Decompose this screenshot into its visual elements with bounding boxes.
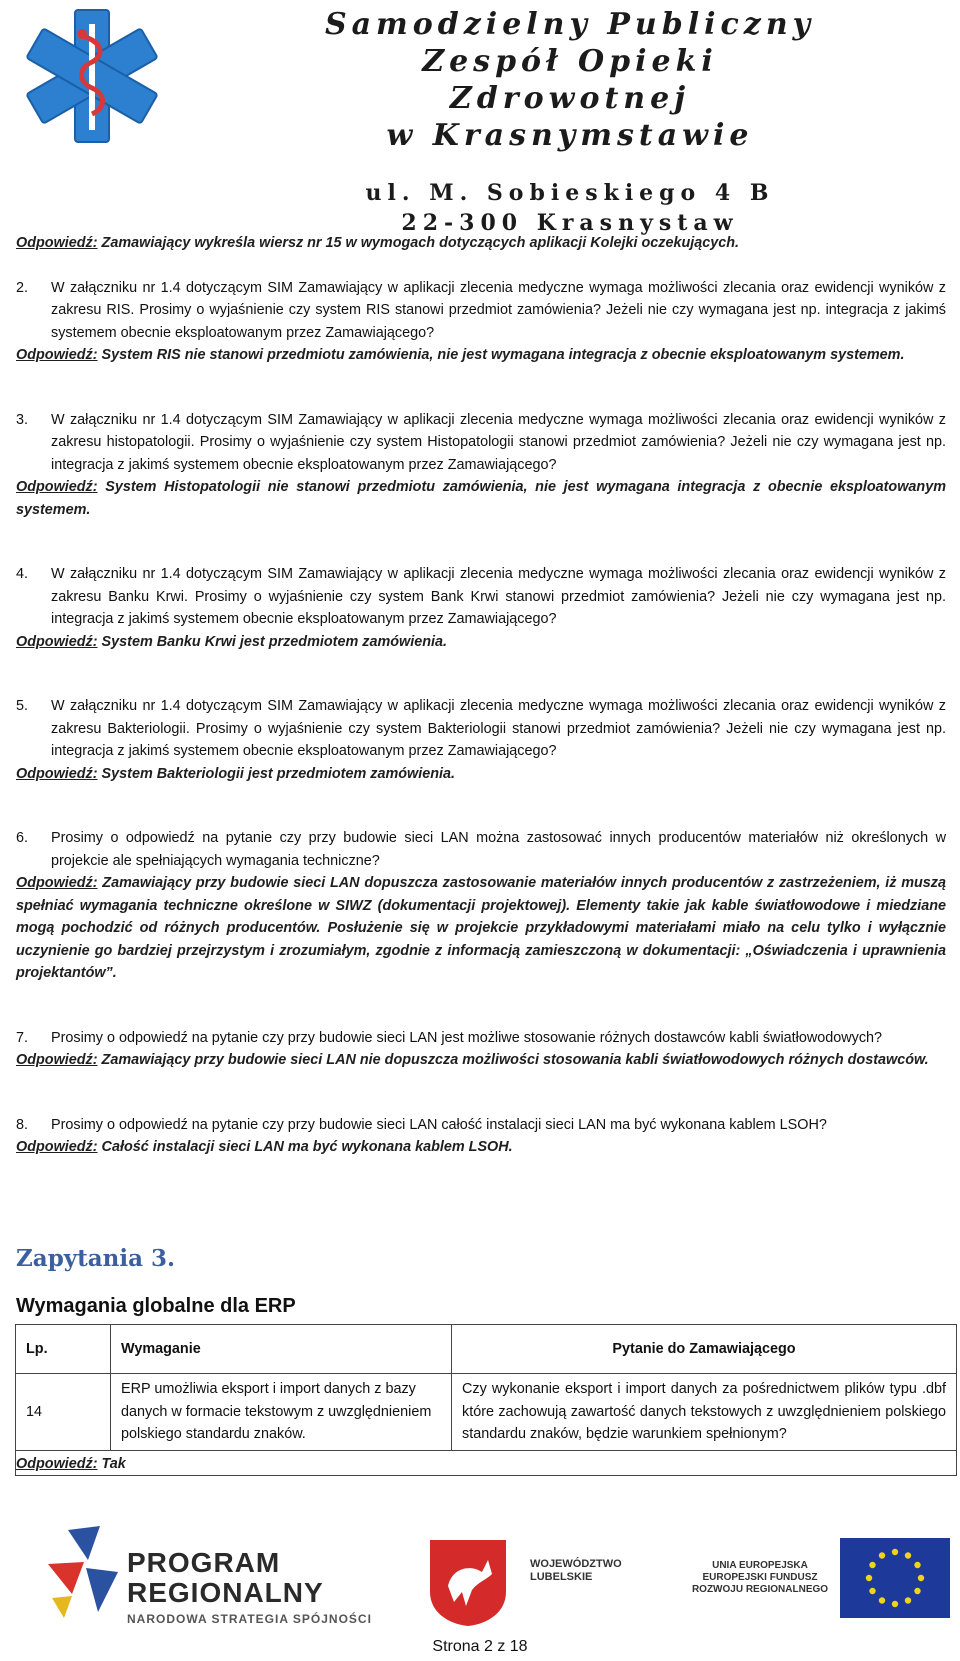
item-question: Prosimy o odpowiedź na pytanie czy przy budowie sieci LAN można zastosować innych producentów materiałów niż określonych w projekcie ale spełniających wymagania techniczne? [51, 830, 946, 869]
requirements-table [15, 1324, 957, 1476]
lubelskie-coat-of-arms [426, 1536, 510, 1628]
list-item [16, 277, 946, 367]
eu-star-icon [914, 1588, 920, 1594]
table-header-row [16, 1325, 957, 1374]
list-item [16, 1027, 946, 1072]
program-line-1: PROGRAM [127, 1547, 281, 1578]
answer-text: Zamawiający wykreśla wiersz nr 15 w wymogach dotyczących aplikacji Kolejki oczekujących. [101, 235, 740, 251]
header-requirement: Wymaganie [111, 1325, 452, 1374]
row-requirement: ERP umożliwia eksport i import danych z bazy danych w formacie tekstowym z uwzględnieniem polskiego standardu znaków. [111, 1374, 452, 1451]
item-answer [16, 1049, 946, 1072]
eu-star-icon [869, 1588, 875, 1594]
answer-label: Odpowiedź: [16, 235, 98, 251]
eu-star-icon [905, 1552, 911, 1558]
item-question: Prosimy o odpowiedź na pytanie czy przy budowie sieci LAN jest możliwe stosowanie różnych dostawców kabli światłowodowych? [51, 1029, 883, 1046]
eu-flag [840, 1538, 950, 1618]
answer-label: Odpowiedź: [16, 479, 98, 495]
item-answer [16, 631, 946, 654]
table-row [16, 1374, 957, 1451]
org-address-street: ul. M. Sobieskiego 4 B [365, 180, 775, 206]
eu-star-icon [879, 1552, 885, 1558]
organization-name [300, 6, 840, 238]
item-answer [16, 1136, 946, 1159]
org-name-line-1: Samodzielny Publiczny [324, 7, 816, 42]
answer-text: Całość instalacji sieci LAN ma być wykonana kablem LSOH. [101, 1139, 513, 1155]
answer-text: System Banku Krwi jest przedmiotem zamówienia. [101, 633, 448, 650]
row-question: Czy wykonanie eksport i import danych za pośrednictwem plików typu .dbf które zachowują zawartość danych tekstowych z uwzględnieniem polskiego standardu znaków, będzie warunkiem spełnionym? [452, 1374, 957, 1451]
eu-star-icon [866, 1575, 872, 1581]
row-lp: 14 [16, 1374, 111, 1451]
answer-text: System RIS nie stanowi przedmiotu zamówienia, nie jest wymagana integracja z obecnie eksploatowanym systemem. [101, 347, 905, 363]
intro-answer [16, 232, 946, 255]
item-question: W załączniku nr 1.4 dotyczącym SIM Zamawiający w aplikacji zlecenia medyczne wymaga możliwości zlecania oraz ewidencji wyników z zakresu Banku Krwi. Prosimy o wyjaśnienie czy system Bank Krwi stanowi przedmiot zamówienia? Jeżeli nie czy wymagana jest np. integracja z jakimś systemem obecnie eksploatowanym przez Zamawiającego? [51, 566, 946, 627]
header-lp: Lp. [16, 1325, 111, 1374]
item-answer [16, 763, 946, 786]
item-question: W załączniku nr 1.4 dotyczącym SIM Zamawiający w aplikacji zlecenia medyczne wymaga możliwości zlecania oraz ewidencji wyników z zakresu histopatologii. Prosimy o wyjaśnienie czy system Histopatologii stanowi przedmiot zamówienia? Jeżeli nie czy wymagana jest np. integracja z jakimś systemem obecnie eksploatowanym przez Zamawiającego? [51, 411, 946, 473]
item-number: 6. [16, 830, 29, 846]
row-answer [16, 1450, 957, 1476]
subsection-title: Wymagania globalne dla ERP [16, 1295, 296, 1317]
org-address-city: 22-300 Krasnystaw [401, 210, 739, 236]
answer-label: Odpowiedź: [16, 1052, 98, 1068]
eu-star-icon [892, 1549, 898, 1555]
eu-star-icon [918, 1575, 924, 1581]
org-name-line-2: Zespół Opieki Zdrowotnej [422, 44, 718, 116]
answer-text: Tak [101, 1455, 126, 1472]
program-line-3: NARODOWA STRATEGIA SPÓJNOŚCI [127, 1612, 372, 1626]
eu-line-3: ROZWOJU REGIONALNEGO [691, 1584, 829, 1595]
org-name-line-3: w Krasnymstawie [386, 118, 754, 153]
question-list [16, 277, 946, 1159]
eu-star-icon [869, 1562, 875, 1568]
list-item [16, 563, 946, 653]
answer-label: Odpowiedź: [16, 1455, 98, 1472]
letterhead [0, 0, 960, 236]
list-item [16, 695, 946, 785]
answer-label: Odpowiedź: [16, 1139, 98, 1155]
page-number: Strona 2 z 18 [432, 1638, 528, 1655]
answer-text: System Histopatologii nie stanowi przedmiotu zamówienia, nie jest wymagana integracja z obecnie eksploatowanym systemem. [16, 479, 947, 518]
answer-label: Odpowiedź: [16, 875, 98, 891]
eu-line-1: UNIA EUROPEJSKA [712, 1560, 808, 1571]
list-item [16, 409, 946, 522]
item-answer [16, 344, 946, 367]
star-of-life-logo [14, 6, 170, 146]
list-item [16, 1114, 946, 1159]
item-number: 3. [16, 411, 29, 428]
item-answer [16, 476, 946, 521]
program-regionalny-logo [38, 1524, 122, 1620]
list-item [16, 827, 946, 985]
answer-label: Odpowiedź: [16, 347, 98, 363]
answer-label: Odpowiedź: [16, 765, 98, 782]
table-answer-row [16, 1450, 957, 1476]
eu-star-icon [905, 1597, 911, 1603]
eu-star-icon [914, 1562, 920, 1568]
item-number: 4. [16, 566, 29, 582]
item-number: 2. [16, 279, 29, 296]
eu-star-icon [892, 1601, 898, 1607]
answer-label: Odpowiedź: [16, 633, 98, 650]
eu-line-2: EUROPEJSKI FUNDUSZ [702, 1572, 818, 1583]
program-line-2: REGIONALNY [127, 1577, 324, 1608]
eu-star-icon [879, 1597, 885, 1603]
item-answer [16, 872, 946, 985]
header-question: Pytanie do Zamawiającego [452, 1325, 957, 1374]
item-number: 7. [16, 1029, 29, 1046]
answer-text: System Bakteriologii jest przedmiotem zamówienia. [101, 765, 456, 782]
answer-text: Zamawiający przy budowie sieci LAN dopuszcza zastosowanie materiałów innych producentów z zastrzeżeniem, iż muszą spełniać wymagania techniczne określone w SIWZ (dokumentacji projektowej). Elementy takie jak kable światłowodowe i miedziane mogą pochodzić od różnych producentów. Posłużenie się w projekcie przykładowymi materiałami miało na celu tylko i wyłącznie uczynienie go bardziej przejrzystym i zrozumiałym, zgodnie z informacją zamieszczoną w dokumentacji: „Oświadczenia i uprawnienia projektantów”. [16, 875, 947, 981]
eu-text [690, 1560, 830, 1596]
document-body [16, 232, 946, 1159]
woj-line-1: WOJEWÓDZTWO [530, 1558, 622, 1570]
section-title: Zapytania 3. [16, 1245, 176, 1272]
item-question: Prosimy o odpowiedź na pytanie czy przy budowie sieci LAN całość instalacji sieci LAN ma być wykonana kablem LSOH? [51, 1116, 827, 1133]
answer-text: Zamawiający przy budowie sieci LAN nie dopuszcza możliwości stosowania kabli światłowodowych różnych dostawców. [101, 1052, 929, 1068]
item-question: W załączniku nr 1.4 dotyczącym SIM Zamawiający w aplikacji zlecenia medyczne wymaga możliwości zlecania oraz ewidencji wyników z zakresu Bakteriologii. Prosimy o wyjaśnienie czy system Bakteriologii stanowi przedmiot zamówienia? Jeżeli nie czy wymagana jest np. integracja z jakimś systemem obecnie eksploatowanym przez Zamawiającego? [51, 698, 946, 759]
item-number: 8. [16, 1116, 29, 1133]
wojewodztwo-text [530, 1558, 622, 1584]
item-number: 5. [16, 698, 29, 714]
woj-line-2: LUBELSKIE [530, 1571, 593, 1583]
program-regionalny-text [127, 1548, 372, 1626]
item-question: W załączniku nr 1.4 dotyczącym SIM Zamawiający w aplikacji zlecenia medyczne wymaga możliwości zlecania oraz ewidencji wyników z zakresu RIS. Prosimy o wyjaśnienie czy system RIS stanowi przedmiot zamówienia? Jeżeli nie czy wymagana jest np. integracja z jakimś systemem obecnie eksploatowanym przez Zamawiającego? [51, 279, 946, 341]
